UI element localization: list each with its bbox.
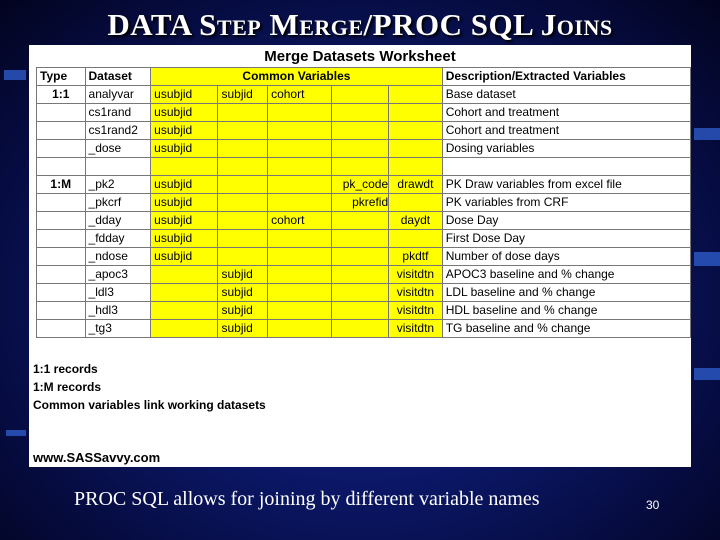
header-dataset: Dataset [85, 68, 151, 86]
cell-common-variable [268, 266, 332, 284]
cell-dataset: _apoc3 [85, 266, 151, 284]
cell-type [37, 212, 86, 230]
website-label: www.SASSavvy.com [33, 450, 161, 465]
cell-common-variable: pkrefid [332, 194, 389, 212]
table-row [37, 104, 691, 122]
cell-common-variable [389, 194, 443, 212]
cell-common-variable: usubjid [151, 248, 218, 266]
cell-dataset: _dday [85, 212, 151, 230]
table-row [37, 212, 691, 230]
cell-description: LDL baseline and % change [442, 284, 690, 302]
cell-common-variable [389, 158, 443, 176]
cell-type [37, 140, 86, 158]
cell-type [37, 104, 86, 122]
merge-table [36, 67, 691, 338]
cell-description: HDL baseline and % change [442, 302, 690, 320]
cell-common-variable: usubjid [151, 230, 218, 248]
cell-dataset: _pk2 [85, 176, 151, 194]
cell-common-variable [268, 158, 332, 176]
cell-common-variable [151, 284, 218, 302]
cell-common-variable [268, 140, 332, 158]
cell-common-variable [218, 158, 268, 176]
table-row [37, 176, 691, 194]
decorative-bar [694, 252, 720, 266]
cell-common-variable: pkdtf [389, 248, 443, 266]
cell-common-variable [332, 302, 389, 320]
cell-common-variable [218, 230, 268, 248]
decorative-bar [694, 368, 720, 380]
cell-common-variable [268, 194, 332, 212]
cell-common-variable [332, 320, 389, 338]
cell-common-variable: cohort [268, 212, 332, 230]
cell-common-variable: subjid [218, 86, 268, 104]
cell-common-variable [332, 266, 389, 284]
cell-common-variable: drawdt [389, 176, 443, 194]
cell-type [37, 320, 86, 338]
cell-dataset: _pkcrf [85, 194, 151, 212]
cell-dataset: _ldl3 [85, 284, 151, 302]
cell-common-variable: daydt [389, 212, 443, 230]
cell-common-variable [332, 248, 389, 266]
cell-dataset: _tg3 [85, 320, 151, 338]
note-line: Common variables link working datasets [33, 398, 266, 412]
cell-common-variable: visitdtn [389, 320, 443, 338]
cell-common-variable [268, 230, 332, 248]
cell-common-variable [332, 86, 389, 104]
cell-description: Cohort and treatment [442, 104, 690, 122]
cell-common-variable: visitdtn [389, 302, 443, 320]
slide-title: DATA Step Merge/PROC SQL Joins [107, 7, 613, 42]
cell-type [37, 284, 86, 302]
cell-common-variable [268, 122, 332, 140]
cell-common-variable: visitdtn [389, 266, 443, 284]
cell-common-variable: visitdtn [389, 284, 443, 302]
cell-description: First Dose Day [442, 230, 690, 248]
decorative-bar [694, 128, 720, 140]
cell-common-variable [218, 176, 268, 194]
cell-common-variable: subjid [218, 320, 268, 338]
table-row [37, 194, 691, 212]
table-row [37, 320, 691, 338]
cell-common-variable [332, 230, 389, 248]
cell-common-variable [389, 140, 443, 158]
slide-caption: PROC SQL allows for joining by different variable names [74, 488, 540, 510]
cell-common-variable [268, 302, 332, 320]
cell-common-variable [268, 248, 332, 266]
cell-common-variable [389, 86, 443, 104]
cell-common-variable [268, 284, 332, 302]
cell-common-variable [268, 320, 332, 338]
cell-description: Cohort and treatment [442, 122, 690, 140]
cell-type [37, 194, 86, 212]
cell-common-variable: subjid [218, 266, 268, 284]
table-row [37, 230, 691, 248]
cell-type [37, 266, 86, 284]
table-row [37, 122, 691, 140]
cell-common-variable [332, 284, 389, 302]
cell-common-variable: usubjid [151, 140, 218, 158]
decorative-bar [4, 70, 26, 80]
cell-common-variable: subjid [218, 302, 268, 320]
cell-common-variable: usubjid [151, 212, 218, 230]
cell-description: Dosing variables [442, 140, 690, 158]
cell-description: PK Draw variables from excel file [442, 176, 690, 194]
decorative-bar [6, 430, 26, 436]
cell-type [37, 230, 86, 248]
cell-common-variable: cohort [268, 86, 332, 104]
cell-common-variable [332, 122, 389, 140]
cell-description [442, 158, 690, 176]
cell-common-variable [151, 266, 218, 284]
cell-common-variable [332, 104, 389, 122]
cell-type [37, 248, 86, 266]
cell-dataset: cs1rand [85, 104, 151, 122]
cell-dataset: _hdl3 [85, 302, 151, 320]
table-row [37, 302, 691, 320]
cell-type [37, 158, 86, 176]
table-row [37, 248, 691, 266]
cell-common-variable [389, 230, 443, 248]
table-row [37, 284, 691, 302]
cell-common-variable [389, 122, 443, 140]
cell-common-variable [218, 122, 268, 140]
cell-common-variable [218, 140, 268, 158]
cell-dataset [85, 158, 151, 176]
header-description: Description/Extracted Variables [442, 68, 690, 86]
cell-common-variable [218, 194, 268, 212]
cell-common-variable: usubjid [151, 176, 218, 194]
page-number: 30 [646, 498, 660, 512]
cell-description: Base dataset [442, 86, 690, 104]
cell-dataset: _ndose [85, 248, 151, 266]
table-row [37, 140, 691, 158]
cell-common-variable [332, 158, 389, 176]
cell-common-variable [151, 302, 218, 320]
note-line: 1:M records [33, 380, 102, 394]
cell-common-variable [151, 320, 218, 338]
cell-description: Number of dose days [442, 248, 690, 266]
cell-dataset: analyvar [85, 86, 151, 104]
cell-common-variable: pk_code [332, 176, 389, 194]
header-row [37, 68, 691, 86]
note-line: 1:1 records [33, 362, 98, 376]
cell-description: Dose Day [442, 212, 690, 230]
cell-common-variable [389, 104, 443, 122]
table-row [37, 266, 691, 284]
cell-type: 1:M [37, 176, 86, 194]
cell-description: APOC3 baseline and % change [442, 266, 690, 284]
cell-type [37, 302, 86, 320]
worksheet-title: Merge Datasets Worksheet [264, 48, 456, 65]
table-row [37, 86, 691, 104]
cell-type [37, 122, 86, 140]
cell-description: TG baseline and % change [442, 320, 690, 338]
worksheet-image [29, 45, 691, 467]
cell-common-variable [268, 104, 332, 122]
table-row [37, 158, 691, 176]
cell-common-variable: usubjid [151, 104, 218, 122]
cell-common-variable [218, 212, 268, 230]
cell-description: PK variables from CRF [442, 194, 690, 212]
cell-common-variable: subjid [218, 284, 268, 302]
cell-common-variable [332, 140, 389, 158]
cell-common-variable [332, 212, 389, 230]
cell-common-variable [218, 104, 268, 122]
cell-common-variable [218, 248, 268, 266]
cell-common-variable [151, 158, 218, 176]
header-type: Type [37, 68, 86, 86]
cell-common-variable: usubjid [151, 194, 218, 212]
notes [33, 360, 266, 414]
cell-common-variable: usubjid [151, 86, 218, 104]
header-common: Common Variables [151, 68, 443, 86]
cell-dataset: _dose [85, 140, 151, 158]
cell-dataset: cs1rand2 [85, 122, 151, 140]
cell-common-variable: usubjid [151, 122, 218, 140]
cell-type: 1:1 [37, 86, 86, 104]
cell-common-variable [268, 176, 332, 194]
cell-dataset: _fdday [85, 230, 151, 248]
